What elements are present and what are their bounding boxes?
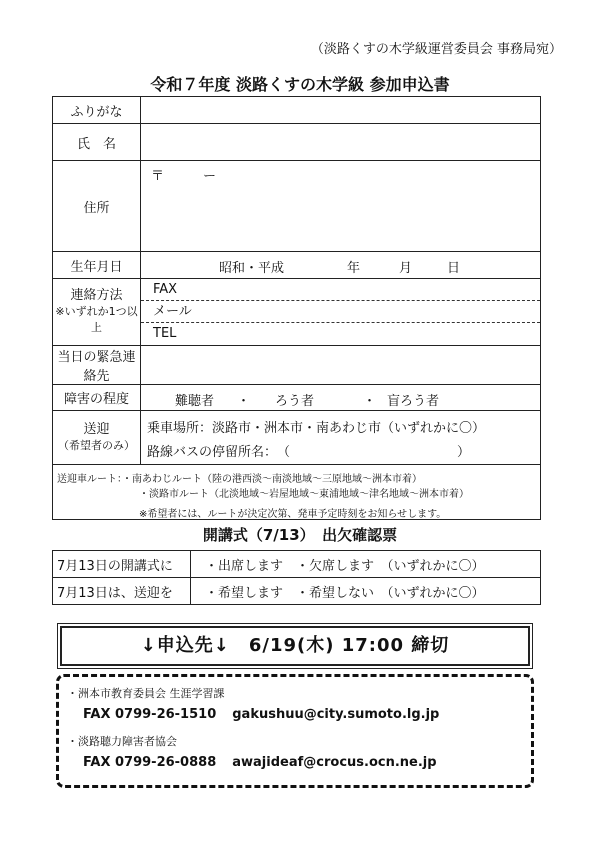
- table-row: [53, 578, 541, 605]
- dob-day-label: 日: [447, 261, 461, 276]
- disability-option-hard-of-hearing[interactable]: 難聴者: [175, 394, 215, 409]
- attendance-table: [52, 550, 541, 605]
- address-field[interactable]: [141, 161, 541, 252]
- contact-method-note: ※いずれか1つ以上: [55, 305, 138, 334]
- route-notes: [53, 465, 541, 520]
- disability-separator: ・: [363, 394, 377, 409]
- table-row: [53, 551, 541, 578]
- contact-method-title: 連絡方法: [70, 288, 123, 303]
- dob-year-label: 年: [347, 261, 361, 276]
- disability-option-deaf[interactable]: ろう者: [275, 394, 315, 409]
- furigana-label: ふりがな: [53, 97, 141, 124]
- emergency-contact-field[interactable]: [141, 346, 541, 385]
- address-label: 住所: [53, 161, 141, 252]
- contact-fax-field[interactable]: FAX: [141, 279, 540, 301]
- dob-era-options[interactable]: 昭和・平成: [219, 261, 285, 276]
- attendance-title: 開講式（7/13） 出欠確認票: [202, 526, 398, 544]
- contact-method-label: [53, 279, 141, 346]
- disability-options[interactable]: [141, 385, 541, 411]
- transport-title: 送迎: [83, 421, 110, 437]
- disability-label: 障害の程度: [53, 385, 141, 411]
- boarding-place-options[interactable]: 乗車場所：淡路市・洲本市・南あわじ市（いずれかに〇）: [147, 421, 486, 436]
- postal-dash: ー: [203, 169, 217, 184]
- org2-contact: [83, 755, 437, 770]
- name-field[interactable]: [141, 124, 541, 161]
- disability-separator: ・: [237, 394, 251, 409]
- org2-fax: FAX 0799-26-0888: [83, 755, 217, 770]
- org1-email[interactable]: gakushuu@city.sumoto.lg.jp: [232, 707, 440, 722]
- transport-fields[interactable]: [141, 411, 541, 465]
- dob-field[interactable]: [141, 252, 541, 279]
- route-minamiawaji: 送迎車ルート：・南あわじルート（陸の港西淡～南淡地域～三原地域～洲本市着）: [57, 474, 422, 485]
- transport-note: （希望者のみ）: [58, 438, 135, 452]
- postal-mark: 〒: [151, 169, 165, 184]
- org1-name: ・洲本市教育委員会 生涯学習課: [67, 687, 225, 700]
- addressee-note: （淡路くすの木学級運営委員会 事務局宛）: [310, 42, 562, 57]
- attendance-transport-label: 7月13日は、送迎を: [53, 578, 191, 605]
- application-form: [52, 96, 541, 520]
- bus-stop-label: 路線バスの停留所名： （: [147, 445, 291, 460]
- disability-option-deafblind[interactable]: 盲ろう者: [387, 394, 440, 409]
- dob-month-label: 月: [399, 261, 413, 276]
- bus-stop-close-paren: ）: [457, 445, 471, 460]
- org1-fax: FAX 0799-26-1510: [83, 707, 217, 722]
- route-notice: ※希望者には、ルートが決定次第、発車予定時刻をお知らせします。: [139, 509, 447, 520]
- attendance-transport-options[interactable]: ・希望します ・希望しない （いずれかに〇）: [191, 578, 541, 605]
- submission-deadline-banner: ↓申込先↓ 6/19(木) 17:00 締切: [60, 626, 530, 666]
- furigana-field[interactable]: [141, 97, 541, 124]
- attendance-ceremony-options[interactable]: ・出席します ・欠席します （いずれかに〇）: [191, 551, 541, 578]
- route-awaji: ・淡路市ルート（北淡地域～岩屋地域～東浦地域～津名地域～洲本市着）: [139, 489, 469, 500]
- dob-label: 生年月日: [53, 252, 141, 279]
- emergency-contact-label: 当日の緊急連絡先: [53, 346, 141, 385]
- org1-contact: [83, 707, 439, 722]
- name-label: 氏 名: [53, 124, 141, 161]
- page-title: 令和７年度 淡路くすの木学級 参加申込書: [150, 75, 450, 94]
- org2-email[interactable]: awajideaf@crocus.ocn.ne.jp: [232, 755, 437, 770]
- attendance-ceremony-label: 7月13日の開講式に: [53, 551, 191, 578]
- org2-name: ・淡路聴力障害者協会: [67, 735, 177, 748]
- contact-mail-field[interactable]: メール: [141, 301, 540, 323]
- contact-method-fields: [141, 279, 541, 346]
- contact-tel-field[interactable]: TEL: [153, 326, 177, 341]
- transport-label: [53, 411, 141, 465]
- submission-contacts: [56, 674, 534, 788]
